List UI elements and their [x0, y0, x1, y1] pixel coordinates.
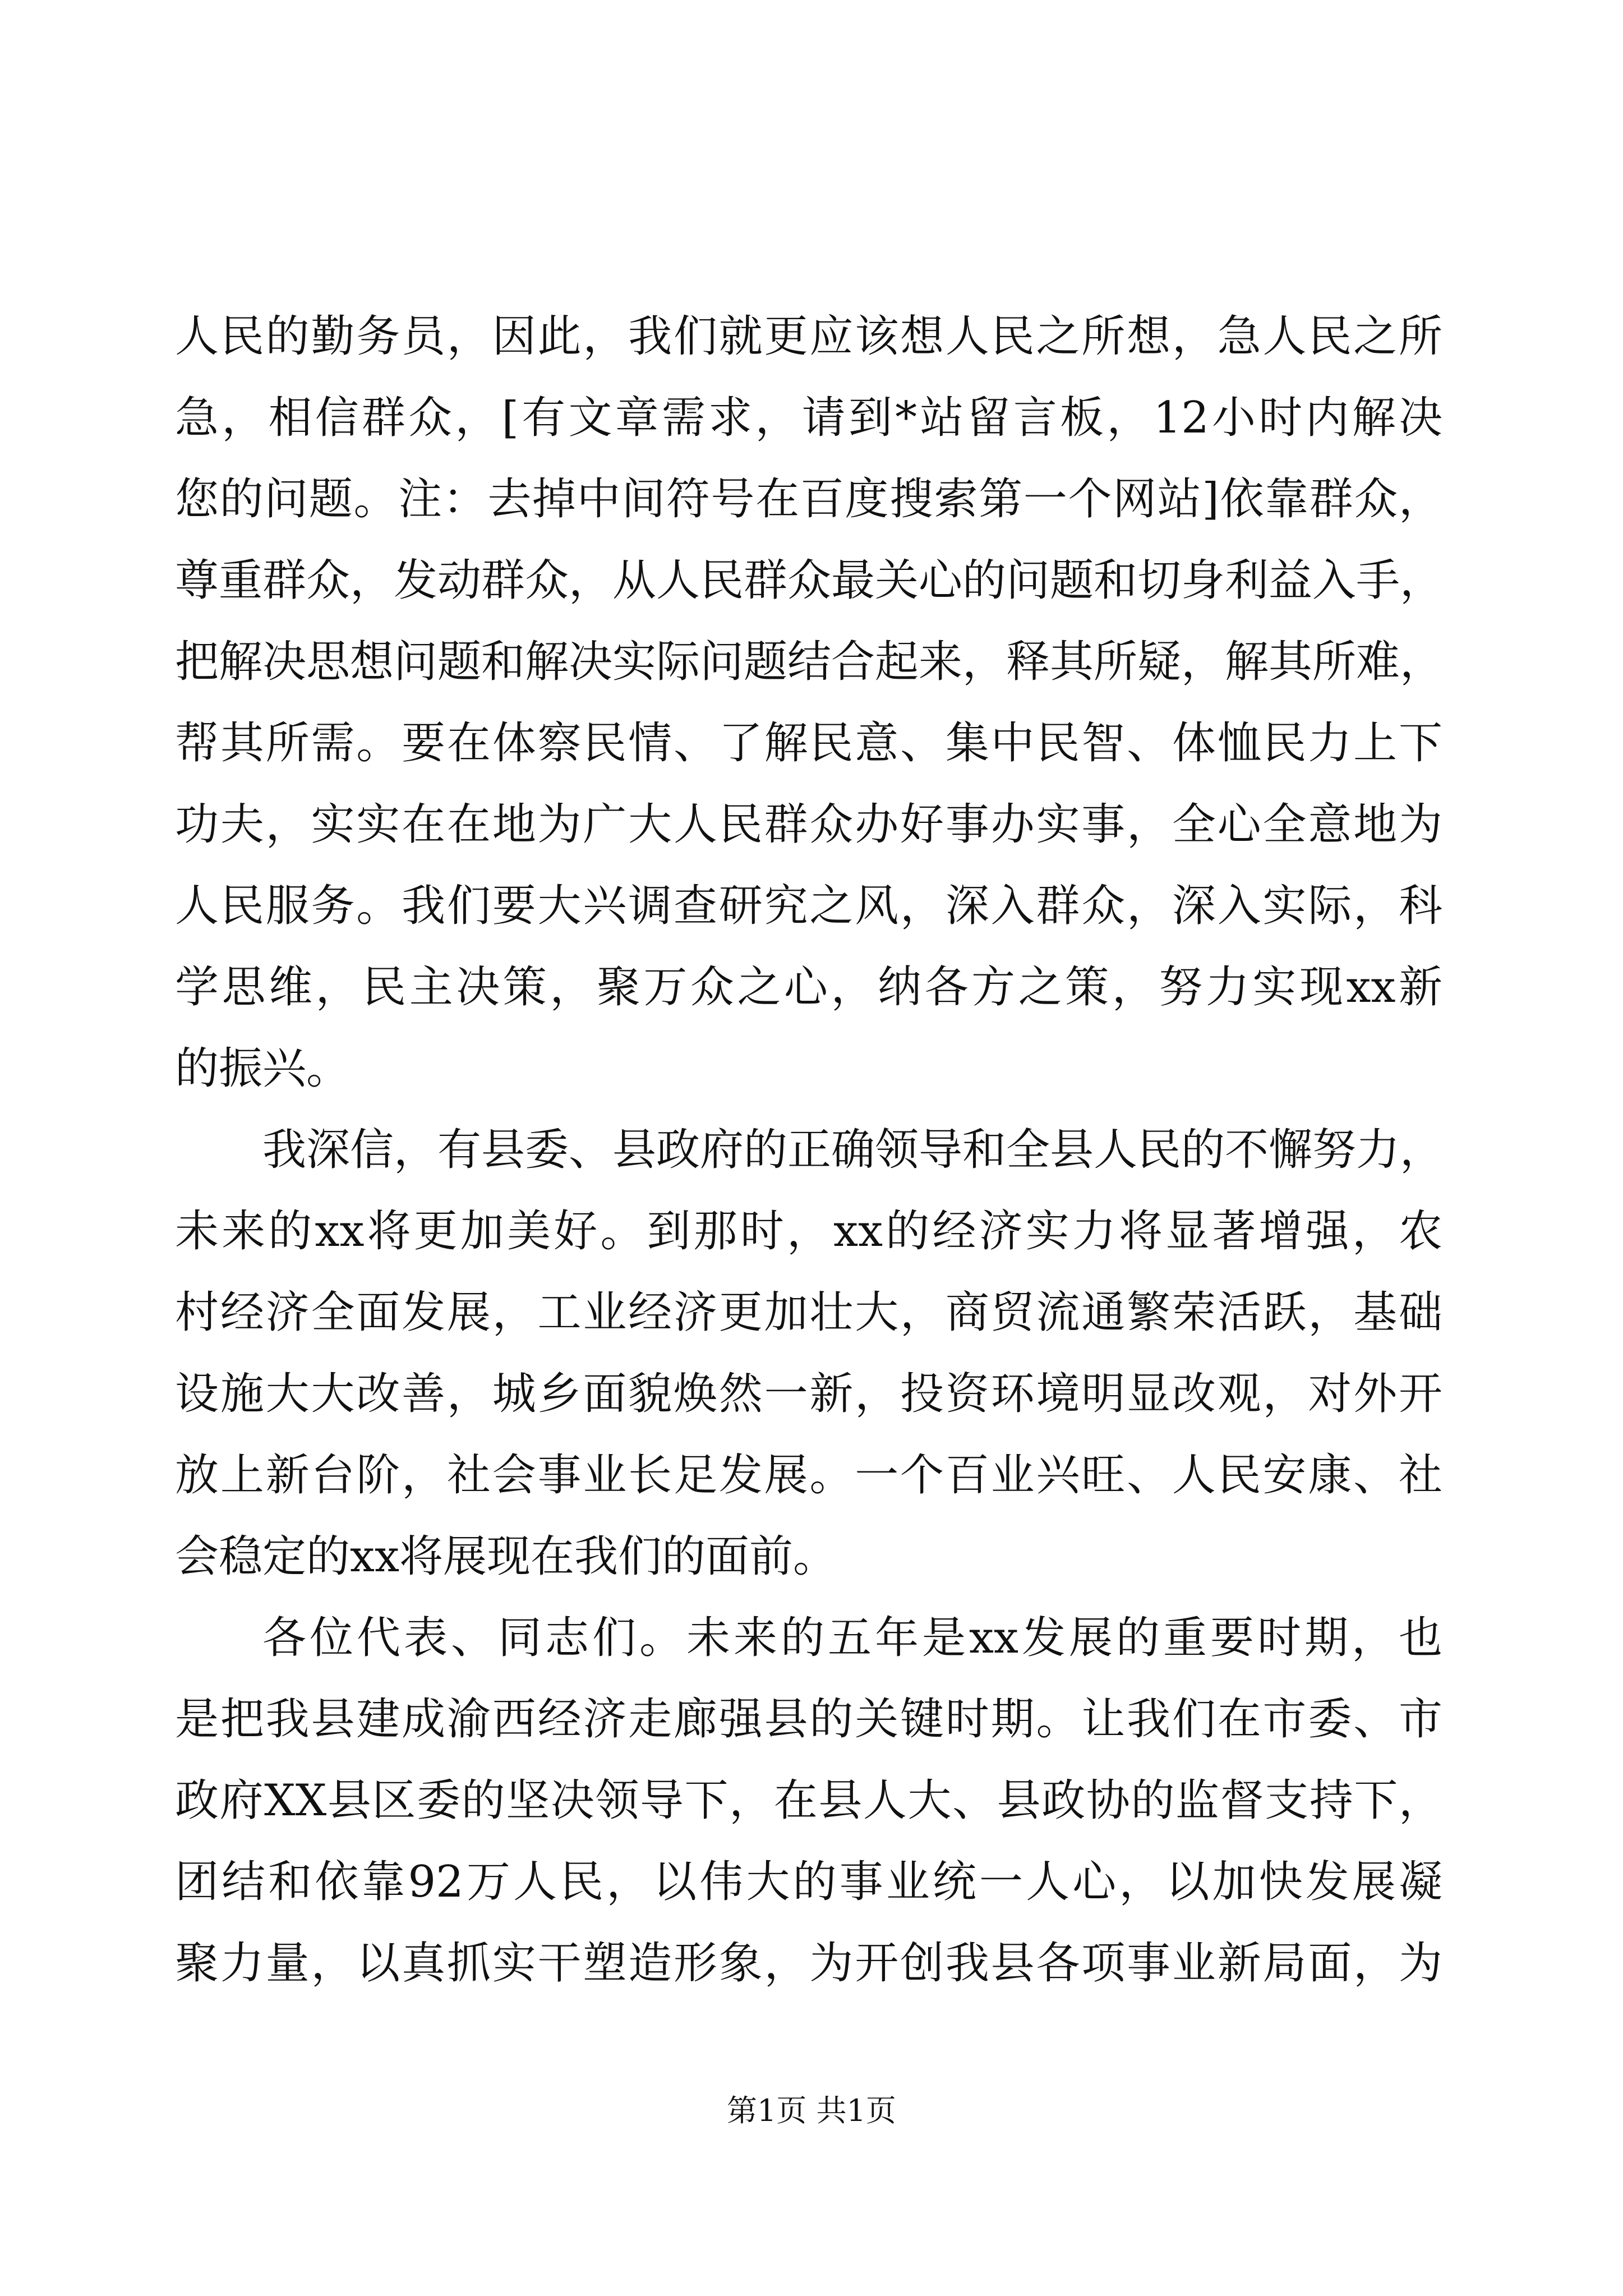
page-footer: 第1页 共1页 — [727, 2093, 896, 2128]
text-line: 团结和依靠92万人民，以伟大的事业统一人心，以加快发展凝 — [175, 1857, 1442, 1907]
text-line: 村经济全面发展，工业经济更加壮大，商贸流通繁荣活跃，基础 — [175, 1287, 1442, 1338]
text-line: 各位代表、同志们。未来的五年是xx发展的重要时期，也 — [262, 1613, 1442, 1663]
text-line: 人民服务。我们要大兴调查研究之风，深入群众，深入实际，科 — [175, 881, 1442, 931]
text-line: 未来的xx将更加美好。到那时，xx的经济实力将显著增强，农 — [175, 1206, 1442, 1257]
paragraph-2 — [175, 1110, 1442, 1598]
text-line: 您的问题。注：去掉中间符号在百度搜索第一个网站]依靠群众， — [175, 474, 1442, 524]
text-line: 把解决思想问题和解决实际问题结合起来，释其所疑，解其所难， — [175, 637, 1444, 687]
text-line: 政府XX县区委的坚决领导下，在县人大、县政协的监督支持下， — [175, 1775, 1442, 1826]
text-line: 尊重群众，发动群众，从人民群众最关心的问题和切身利益入手， — [175, 555, 1444, 606]
body-text — [175, 296, 1442, 2004]
text-line: 是把我县建成渝西经济走廊强县的关键时期。让我们在市委、市 — [175, 1694, 1442, 1745]
text-line: 人民的勤务员，因此，我们就更应该想人民之所想，急人民之所 — [175, 311, 1442, 362]
paragraph-3 — [175, 1598, 1442, 2004]
text-line: 放上新台阶，社会事业长足发展。一个百业兴旺、人民安康、社 — [175, 1450, 1442, 1501]
text-line: 会稳定的xx将展现在我们的面前。 — [175, 1531, 837, 1582]
text-line: 的振兴。 — [175, 1043, 351, 1094]
paragraph-1 — [175, 296, 1442, 1110]
text-line: 设施大大改善，城乡面貌焕然一新，投资环境明显改观，对外开 — [175, 1369, 1442, 1419]
text-line: 功夫，实实在在地为广大人民群众办好事办实事，全心全意地为 — [175, 799, 1442, 850]
text-line: 学思维，民主决策，聚万众之心，纳各方之策，努力实现xx新 — [175, 962, 1442, 1013]
text-line: 帮其所需。要在体察民情、了解民意、集中民智、体恤民力上下 — [175, 718, 1442, 769]
text-line: 急，相信群众，[有文章需求，请到*站留言板，12小时内解决 — [175, 393, 1442, 443]
text-line: 我深信，有县委、县政府的正确领导和全县人民的不懈努力， — [262, 1125, 1444, 1175]
text-line: 聚力量，以真抓实干塑造形象，为开创我县各项事业新局面，为 — [175, 1938, 1442, 1989]
